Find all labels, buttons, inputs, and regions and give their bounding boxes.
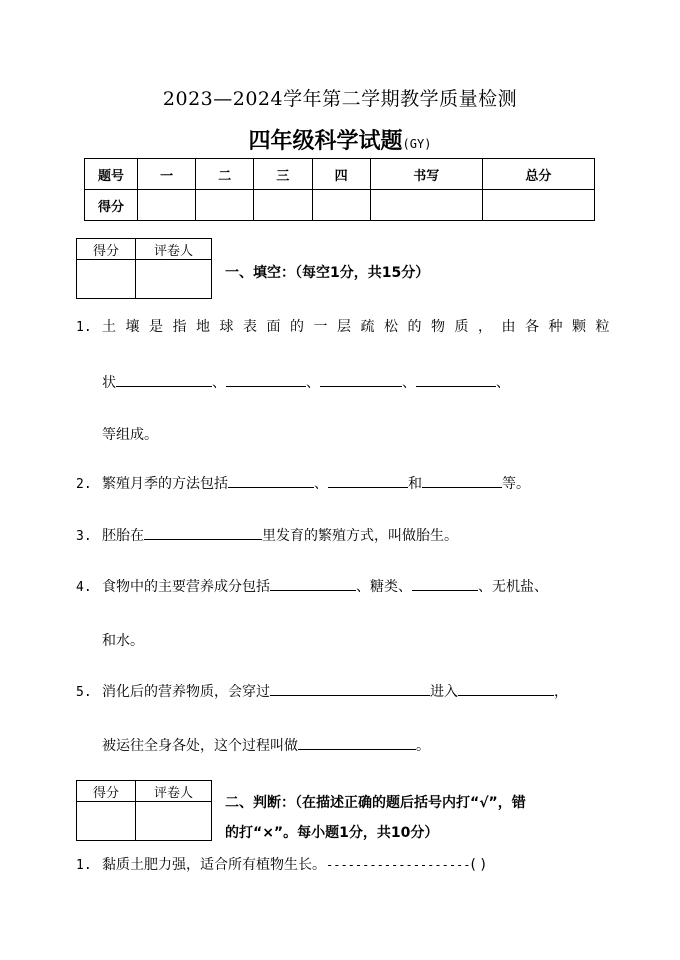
exam-subject: 四年级科学试题 xyxy=(248,128,403,154)
answer-blank[interactable] xyxy=(298,737,416,750)
fill-question-3: 3. 胚胎在 里发育的繁殖方式，叫做胎生。 xyxy=(76,528,458,544)
leader-dashes: -------------------- xyxy=(326,858,471,872)
score-cell-section-2: 二 xyxy=(196,159,254,190)
fill-question-4-line-2: 和水。 xyxy=(102,633,144,649)
answer-parentheses[interactable]: ( ) xyxy=(470,857,486,873)
score-cell-section-1: 一 xyxy=(138,159,196,190)
grader-name-cell[interactable] xyxy=(136,802,212,841)
answer-blank[interactable] xyxy=(144,527,262,540)
answer-blank[interactable] xyxy=(416,374,496,387)
grader-score-label: 得分 xyxy=(77,781,136,802)
grader-score-cell[interactable] xyxy=(77,802,136,841)
score-table xyxy=(84,158,595,221)
grader-score-label: 得分 xyxy=(77,239,136,260)
score-table-score-row xyxy=(85,190,595,221)
score-input-2[interactable] xyxy=(196,190,254,221)
answer-blank[interactable] xyxy=(412,578,478,591)
grader-name-cell[interactable] xyxy=(136,260,212,299)
fill-question-4: 4. 食物中的主要营养成分包括 、糖类、 、无机盐、 xyxy=(76,579,548,595)
exam-code: (GY) xyxy=(402,137,432,151)
fill-question-1-line-3: 等组成。 xyxy=(102,427,158,443)
score-input-3[interactable] xyxy=(254,190,312,221)
exam-title: 2023—2024学年第二学期教学质量检测 xyxy=(162,88,518,110)
question-text: 土壤是指地球表面的一层疏松的物质，由各种颗粒 xyxy=(102,319,619,335)
judge-question-1: 1. 黏质土肥力强，适合所有植物生长。--------------------( ) xyxy=(76,857,486,873)
section-1-heading: 一、填空：（每空1分，共15分） xyxy=(225,265,430,281)
grader-box-section-1 xyxy=(76,238,212,299)
fill-question-2: 2. 繁殖月季的方法包括 、 和 等。 xyxy=(76,476,530,492)
answer-blank[interactable] xyxy=(116,374,212,387)
answer-blank[interactable] xyxy=(228,475,314,488)
fill-question-5-line-2: 被运往全身各处，这个过程叫做 。 xyxy=(102,738,430,754)
grader-score-cell[interactable] xyxy=(77,260,136,299)
score-input-1[interactable] xyxy=(138,190,196,221)
fill-question-1: 1. 土壤是指地球表面的一层疏松的物质，由各种颗粒 xyxy=(76,319,619,335)
answer-blank[interactable] xyxy=(458,683,554,696)
section-2-heading-line-2: 的打“×”。每小题1分，共10分） xyxy=(225,825,439,841)
grader-box-section-2 xyxy=(76,780,212,841)
answer-blank[interactable] xyxy=(270,683,430,696)
score-cell-label: 题号 xyxy=(85,159,138,190)
exam-subtitle xyxy=(0,124,680,155)
answer-blank[interactable] xyxy=(320,374,402,387)
score-cell-section-3: 三 xyxy=(254,159,312,190)
score-input-4[interactable] xyxy=(312,190,370,221)
fill-question-1-line-2: 状 、 、 、 、 xyxy=(102,375,510,391)
score-input-writing[interactable] xyxy=(370,190,482,221)
answer-blank[interactable] xyxy=(422,475,502,488)
grader-name-label: 评卷人 xyxy=(136,781,212,802)
answer-blank[interactable] xyxy=(270,578,356,591)
fill-question-5: 5. 消化后的营养物质，会穿过 进入 ， xyxy=(76,684,568,700)
grader-name-label: 评卷人 xyxy=(136,239,212,260)
section-2-heading-line-1: 二、判断：（在描述正确的题后括号内打“√”，错 xyxy=(225,795,526,811)
score-cell-total: 总分 xyxy=(482,159,594,190)
score-table-header-row xyxy=(85,159,595,190)
score-cell-section-4: 四 xyxy=(312,159,370,190)
score-row-label: 得分 xyxy=(85,190,138,221)
answer-blank[interactable] xyxy=(328,475,408,488)
score-input-total[interactable] xyxy=(482,190,594,221)
score-cell-writing: 书写 xyxy=(370,159,482,190)
answer-blank[interactable] xyxy=(226,374,306,387)
